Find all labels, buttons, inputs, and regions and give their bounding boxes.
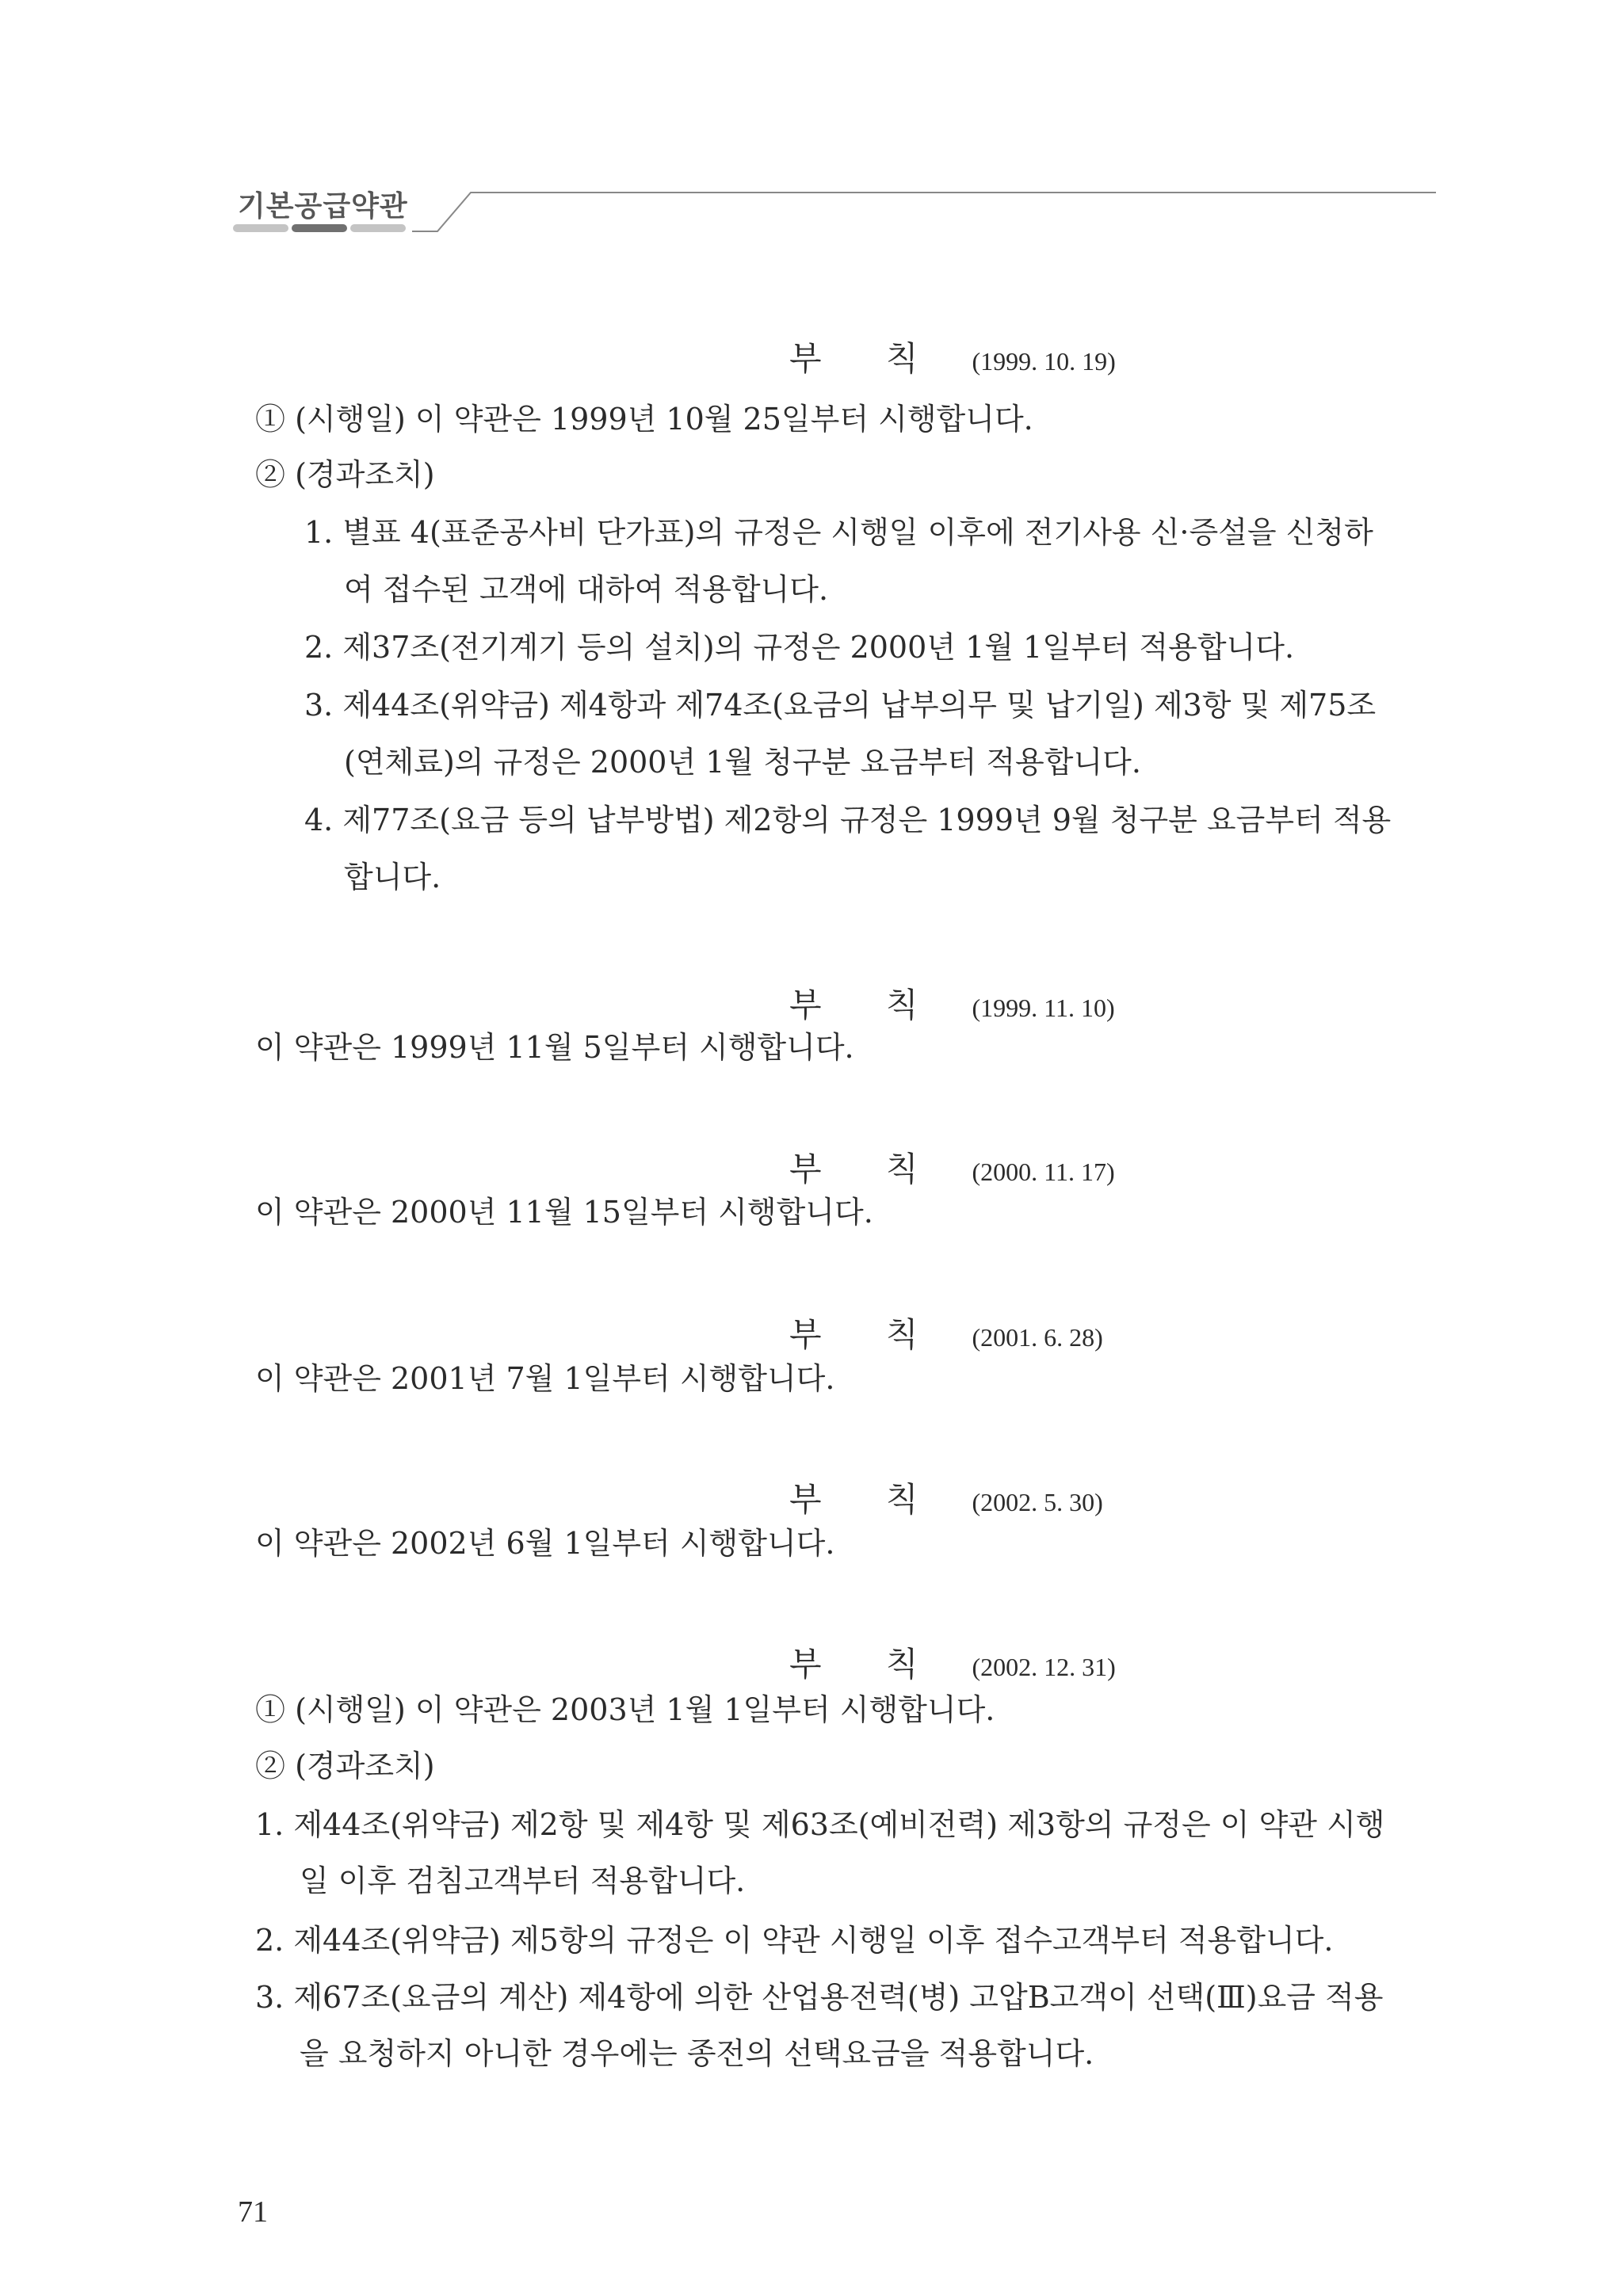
heading-label: 부 칙 <box>789 1645 945 1684</box>
heading-label: 부 칙 <box>789 339 945 378</box>
text-line: 이 약관은 2000년 11월 15일부터 시행합니다. <box>255 1195 873 1230</box>
header-bar-segment <box>292 224 347 232</box>
section-heading <box>789 979 1115 1027</box>
text-line: 합니다. <box>344 860 441 894</box>
header-title: 기본공급약관 <box>238 190 408 223</box>
header-rule <box>0 0 1623 254</box>
header-bar-segment <box>350 224 406 232</box>
text-line: 2. 제44조(위약금) 제5항의 규정은 이 약관 시행일 이후 접수고객부터 적용합니다. <box>255 1923 1334 1958</box>
heading-label: 부 칙 <box>789 986 945 1024</box>
text-line: ① (시행일) 이 약관은 1999년 10월 25일부터 시행합니다. <box>255 402 1033 437</box>
text-line: 1. 제44조(위약금) 제2항 및 제4항 및 제63조(예비전력) 제3항의 규정은 이 약관 시행 <box>255 1807 1385 1842</box>
heading-date: (2002. 5. 30) <box>972 1488 1103 1516</box>
section-heading <box>789 1143 1115 1191</box>
text-line: 2. 제37조(전기계기 등의 설치)의 규정은 2000년 1월 1일부터 적용합니다. <box>304 630 1295 665</box>
section-heading <box>789 1309 1103 1356</box>
page-number: 71 <box>238 2195 268 2229</box>
section-heading <box>789 1474 1103 1521</box>
section-heading <box>789 1638 1116 1686</box>
text-line: 을 요청하지 아니한 경우에는 종전의 선택요금을 적용합니다. <box>300 2036 1094 2071</box>
text-line: 여 접수된 고객에 대하여 적용합니다. <box>344 572 829 607</box>
text-line: ① (시행일) 이 약관은 2003년 1월 1일부터 시행합니다. <box>255 1692 995 1727</box>
text-line: 이 약관은 2002년 6월 1일부터 시행합니다. <box>255 1526 835 1561</box>
text-line: 4. 제77조(요금 등의 납부방법) 제2항의 규정은 1999년 9월 청구분 요금부터 적용 <box>304 803 1392 837</box>
heading-date: (2001. 6. 28) <box>972 1323 1103 1352</box>
heading-date: (2002. 12. 31) <box>972 1653 1116 1681</box>
text-line: (연체료)의 규정은 2000년 1월 청구분 요금부터 적용합니다. <box>344 745 1141 780</box>
heading-label: 부 칙 <box>789 1315 945 1354</box>
header-bar-segment <box>233 224 288 232</box>
section-heading <box>789 333 1116 380</box>
heading-date: (1999. 11. 10) <box>972 994 1115 1022</box>
text-line: ② (경과조치) <box>255 1749 435 1783</box>
heading-date: (2000. 11. 17) <box>972 1158 1115 1186</box>
heading-label: 부 칙 <box>789 1150 945 1188</box>
text-line: 이 약관은 2001년 7월 1일부터 시행합니다. <box>255 1361 835 1396</box>
text-line: 3. 제67조(요금의 계산) 제4항에 의한 산업용전력(병) 고압B고객이 선택(Ⅲ)요금 적용 <box>255 1980 1384 2015</box>
heading-date: (1999. 10. 19) <box>972 347 1116 376</box>
heading-label: 부 칙 <box>789 1480 945 1519</box>
text-line: 3. 제44조(위약금) 제4항과 제74조(요금의 납부의무 및 납기일) 제3항 및 제75조 <box>304 688 1377 723</box>
text-line: 일 이후 검침고객부터 적용합니다. <box>300 1863 746 1898</box>
text-line: 이 약관은 1999년 11월 5일부터 시행합니다. <box>255 1030 854 1065</box>
text-line: ② (경과조치) <box>255 457 435 492</box>
text-line: 1. 별표 4(표준공사비 단가표)의 규정은 시행일 이후에 전기사용 신·증설을 신청하 <box>304 515 1373 550</box>
